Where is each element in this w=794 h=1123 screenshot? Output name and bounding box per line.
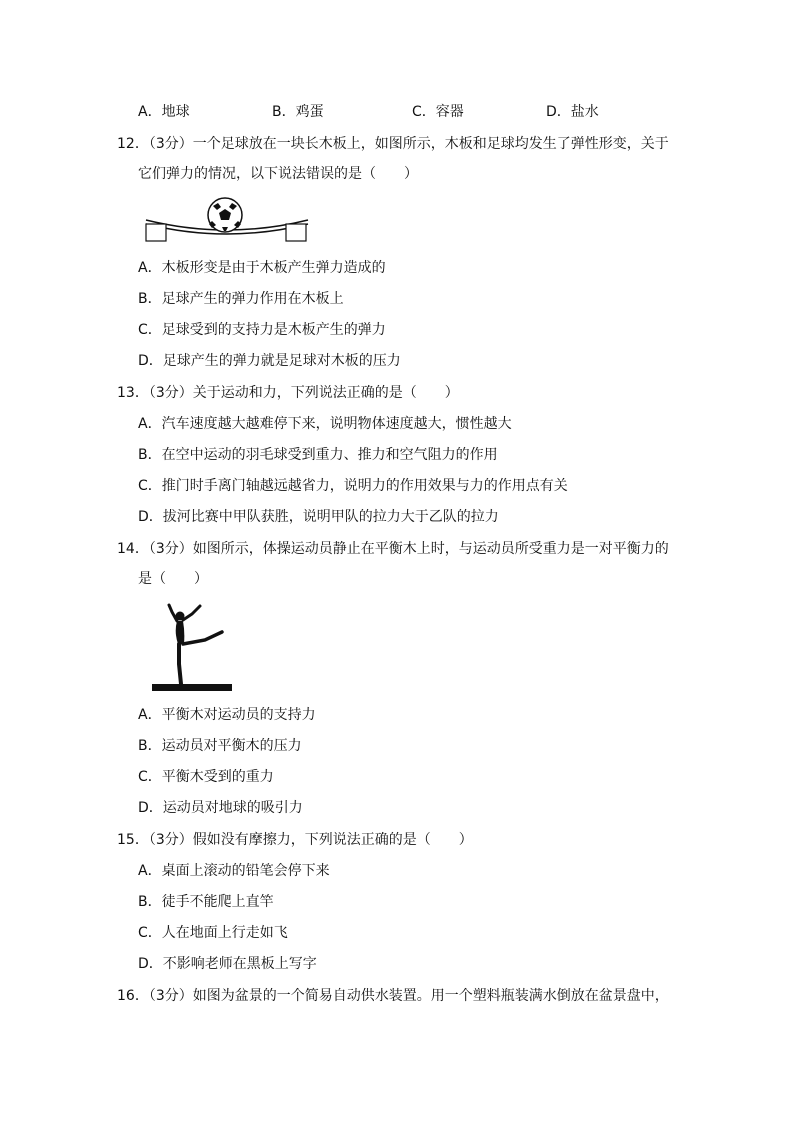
q11-option-d: D．盐水	[546, 104, 599, 120]
q12-option-c: C．足球受到的支持力是木板产生的弹力	[138, 322, 386, 338]
q16-stem: 16．（3分）如图为盆景的一个简易自动供水装置。用一个塑料瓶装满水倒放在盆景盘中，	[117, 988, 669, 1004]
q11-option-c: C．容器	[412, 104, 464, 120]
q12-stem-line2: 它们弹力的情况，以下说法错误的是（ ）	[138, 166, 418, 182]
left-support-icon	[146, 224, 166, 241]
q14-option-a: A．平衡木对运动员的支持力	[138, 707, 316, 723]
q14-stem-line2: 是（ ）	[138, 571, 208, 587]
q15-option-d: D．不影响老师在黑板上写字	[138, 956, 317, 972]
q11-option-b: B．鸡蛋	[272, 104, 324, 120]
q11-option-a: A．地球	[138, 104, 190, 120]
q14-option-c: C．平衡木受到的重力	[138, 769, 274, 785]
q15-option-c: C．人在地面上行走如飞	[138, 925, 288, 941]
gymnast-on-balance-beam-figure	[150, 602, 236, 692]
q12-option-b: B．足球产生的弹力作用在木板上	[138, 291, 344, 307]
soccer-ball-icon	[208, 198, 242, 232]
gymnast-icon	[169, 605, 222, 684]
q13-option-b: B．在空中运动的羽毛球受到重力、推力和空气阻力的作用	[138, 447, 498, 463]
q13-option-d: D．拔河比赛中甲队获胜，说明甲队的拉力大于乙队的拉力	[138, 509, 499, 525]
q12-option-a: A．木板形变是由于木板产生弹力造成的	[138, 260, 386, 276]
q15-option-a: A．桌面上滚动的铅笔会停下来	[138, 863, 330, 879]
right-support-icon	[286, 224, 306, 241]
q12-stem-line1: 12．（3分）一个足球放在一块长木板上，如图所示，木板和足球均发生了弹性形变，关于	[117, 136, 669, 152]
q13-stem: 13．（3分）关于运动和力，下列说法正确的是（ ）	[117, 385, 459, 401]
q12-option-d: D．足球产生的弹力就是足球对木板的压力	[138, 353, 401, 369]
q13-option-c: C．推门时手离门轴越远越省力，说明力的作用效果与力的作用点有关	[138, 478, 568, 494]
balance-beam-icon	[152, 684, 232, 691]
q15-stem: 15．（3分）假如没有摩擦力，下列说法正确的是（ ）	[117, 832, 473, 848]
q14-stem-line1: 14．（3分）如图所示，体操运动员静止在平衡木上时，与运动员所受重力是一对平衡力的	[117, 541, 669, 557]
q15-option-b: B．徒手不能爬上直竿	[138, 894, 274, 910]
q14-option-b: B．运动员对平衡木的压力	[138, 738, 302, 754]
soccer-ball-on-plank-figure	[142, 196, 312, 244]
q14-option-d: D．运动员对地球的吸引力	[138, 800, 303, 816]
q13-option-a: A．汽车速度越大越难停下来，说明物体速度越大，惯性越大	[138, 416, 512, 432]
